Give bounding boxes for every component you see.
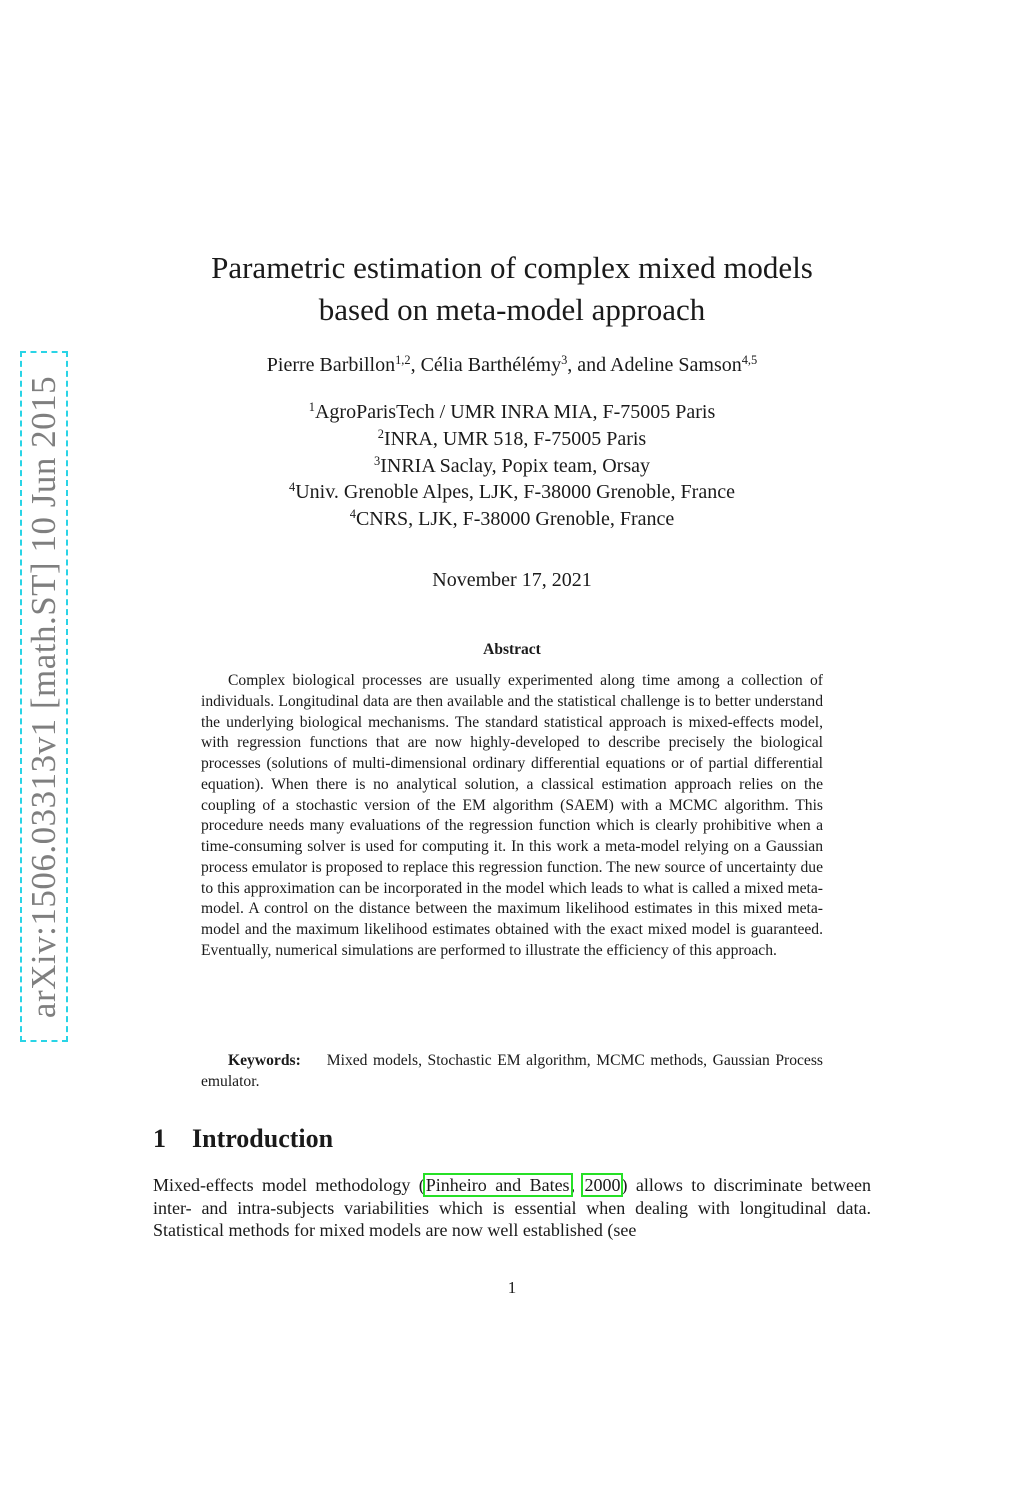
author-name: Adeline Samson	[610, 354, 742, 376]
author-separator: ,	[410, 354, 421, 376]
abstract-text: Complex biological processes are usually experimented along time among a collection of individuals. Longitudinal data are then available and the statistical challenge is to better understand the underlying biological mechanisms. The standard statistical approach is mixed-effects model, with regression functions that are now highly-developed to describe precisely the biological processes (solutions of multi-dimensional ordinary differential equations or of partial differential equation). When there is no analytical solution, a classical estimation approach relies on the coupling of a stochastic version of the EM algorithm (SAEM) with a MCMC algorithm. This procedure needs many evaluations of the regression function which is clearly prohibitive when a time-consuming solver is used for computing it. In this work a meta-model relying on a Gaussian process emulator is proposed to replace this regression function. The new source of uncertainty due to this approximation can be incorporated in the model which leads to what is called a mixed meta-model. A control on the distance between the maximum likelihood estimates in this mixed meta-model and the maximum likelihood estimates obtained with the exact mixed model is guaranteed. Eventually, numerical simulations are performed to illustrate the efficiency of this approach.	[201, 672, 823, 959]
affiliation-line	[160, 401, 864, 424]
affiliation-mark: 2	[377, 427, 384, 442]
introduction-paragraph	[153, 1174, 871, 1242]
affiliation-text: INRA, UMR 518, F-75005 Paris	[383, 428, 647, 450]
affiliation-mark: 4	[289, 480, 296, 495]
author-name: Pierre Barbillon	[266, 354, 396, 376]
author-affiliation-mark: 3	[561, 353, 568, 368]
citation-separator: ,	[570, 1175, 584, 1195]
affiliation-line	[160, 455, 864, 478]
publication-date: November 17, 2021	[432, 569, 592, 591]
citation-link-year[interactable]: 2000	[584, 1175, 621, 1195]
author-name: Célia Barthélémy	[420, 354, 562, 376]
affiliation-text: Univ. Grenoble Alpes, LJK, F-38000 Grenoble, France	[295, 481, 735, 503]
keywords-text: Mixed models, Stochastic EM algorithm, MCMC methods, Gaussian Process emulator.	[201, 1052, 823, 1090]
keywords-block	[201, 1050, 823, 1092]
paper-title-line-2: based on meta-model approach	[318, 292, 706, 327]
arxiv-identifier-text: arXiv:1506.03313v1 [math.ST] 10 Jun 2015	[24, 375, 63, 1018]
page-number: 1	[507, 1278, 517, 1297]
section-number: 1	[153, 1124, 166, 1153]
abstract-heading: Abstract	[483, 641, 541, 658]
author-separator: , and	[567, 354, 611, 376]
intro-text: ) allows to discriminate between inter- and intra-subjects variabilities which is essential when dealing with longitudinal data. Statistical methods for mixed models are now well established (see	[153, 1175, 872, 1240]
paper-title-line-1: Parametric estimation of complex mixed models	[211, 250, 813, 285]
affiliation-line	[160, 428, 864, 451]
intro-text: Mixed-effects model methodology (	[153, 1175, 425, 1195]
affiliation-mark: 1	[308, 400, 315, 415]
author-affiliation-mark: 1,2	[395, 353, 411, 368]
arxiv-identifier-stamp	[20, 351, 68, 1042]
affiliation-mark: 3	[374, 454, 381, 469]
keywords-label: Keywords:	[228, 1052, 301, 1069]
affiliation-line	[160, 481, 864, 504]
section-heading	[153, 1124, 333, 1154]
author-affiliation-mark: 4,5	[741, 353, 758, 368]
author-list	[160, 354, 864, 377]
affiliation-line	[160, 508, 864, 531]
citation-link-authors[interactable]: Pinheiro and Bates	[425, 1175, 570, 1195]
affiliation-text: CNRS, LJK, F-38000 Grenoble, France	[355, 508, 675, 530]
affiliation-text: AgroParisTech / UMR INRA MIA, F-75005 Paris	[314, 401, 716, 423]
section-title: Introduction	[192, 1124, 334, 1153]
affiliation-mark: 4	[349, 507, 356, 522]
affiliation-text: INRIA Saclay, Popix team, Orsay	[380, 455, 650, 477]
